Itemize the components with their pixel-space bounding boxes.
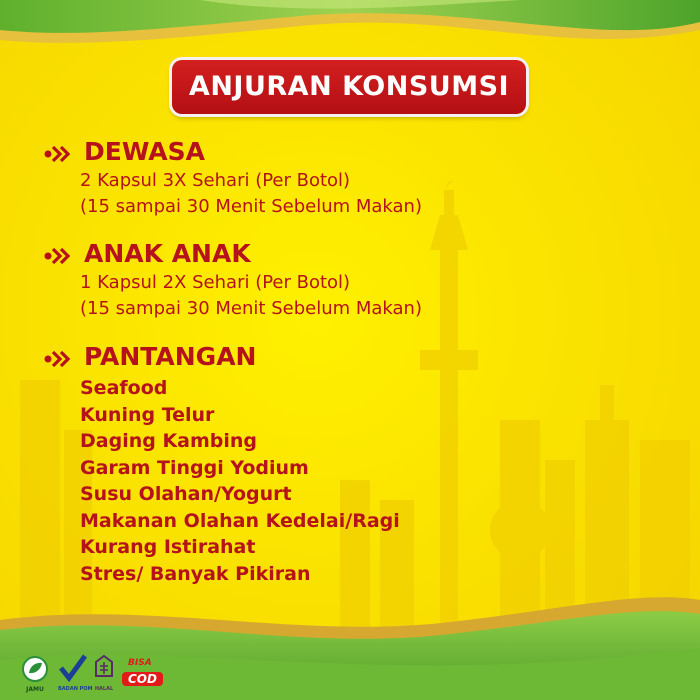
section-pantangan bbox=[44, 341, 400, 587]
timing-line: (15 sampai 30 Menit Sebelum Makan) bbox=[80, 298, 422, 319]
halal-logo bbox=[92, 654, 116, 692]
heading-dewasa: DEWASA bbox=[84, 137, 205, 166]
halal-label: HALAL bbox=[94, 686, 114, 692]
list-item: Makanan Olahan Kedelai/Ragi bbox=[80, 509, 400, 532]
section-heading bbox=[44, 238, 422, 270]
heading-pantangan: PANTANGAN bbox=[84, 342, 257, 371]
section-heading bbox=[44, 136, 422, 168]
badan-pom-logo bbox=[58, 654, 93, 692]
list-item: Stres/ Banyak Pikiran bbox=[80, 562, 311, 585]
dose-line: 1 Kapsul 2X Sehari (Per Botol) bbox=[80, 272, 351, 293]
list-item: Seafood bbox=[80, 377, 168, 399]
badan-pom-check-icon bbox=[58, 654, 88, 682]
bisa-cod-badge bbox=[122, 658, 163, 687]
badan-pom-label: BADAN POM bbox=[58, 686, 93, 692]
double-chevron-icon bbox=[44, 146, 76, 162]
section-dewasa bbox=[44, 136, 422, 220]
double-chevron-icon bbox=[44, 351, 76, 367]
heading-anak-anak: ANAK ANAK bbox=[84, 239, 251, 268]
list-item: Kurang Istirahat bbox=[80, 536, 256, 558]
jamu-leaf-icon bbox=[22, 656, 48, 682]
cod-label: COD bbox=[122, 672, 163, 686]
section-anak-anak bbox=[44, 238, 422, 322]
bisa-label: BISA bbox=[128, 658, 152, 668]
section-heading bbox=[44, 341, 400, 373]
list-item: Kuning Telur bbox=[80, 403, 215, 426]
dose-line: 2 Kapsul 3X Sehari (Per Botol) bbox=[80, 170, 351, 191]
page-title: ANJURAN KONSUMSI bbox=[188, 71, 510, 102]
list-item: Susu Olahan/Yogurt bbox=[80, 483, 292, 505]
list-item: Daging Kambing bbox=[80, 430, 258, 452]
jamu-logo bbox=[22, 656, 48, 693]
timing-line: (15 sampai 30 Menit Sebelum Makan) bbox=[80, 196, 422, 217]
title-badge bbox=[172, 60, 526, 114]
double-chevron-icon bbox=[44, 248, 76, 264]
jamu-label: JAMU bbox=[26, 686, 44, 693]
list-item: Garam Tinggi Yodium bbox=[80, 456, 309, 479]
halal-emblem-icon bbox=[92, 654, 116, 682]
